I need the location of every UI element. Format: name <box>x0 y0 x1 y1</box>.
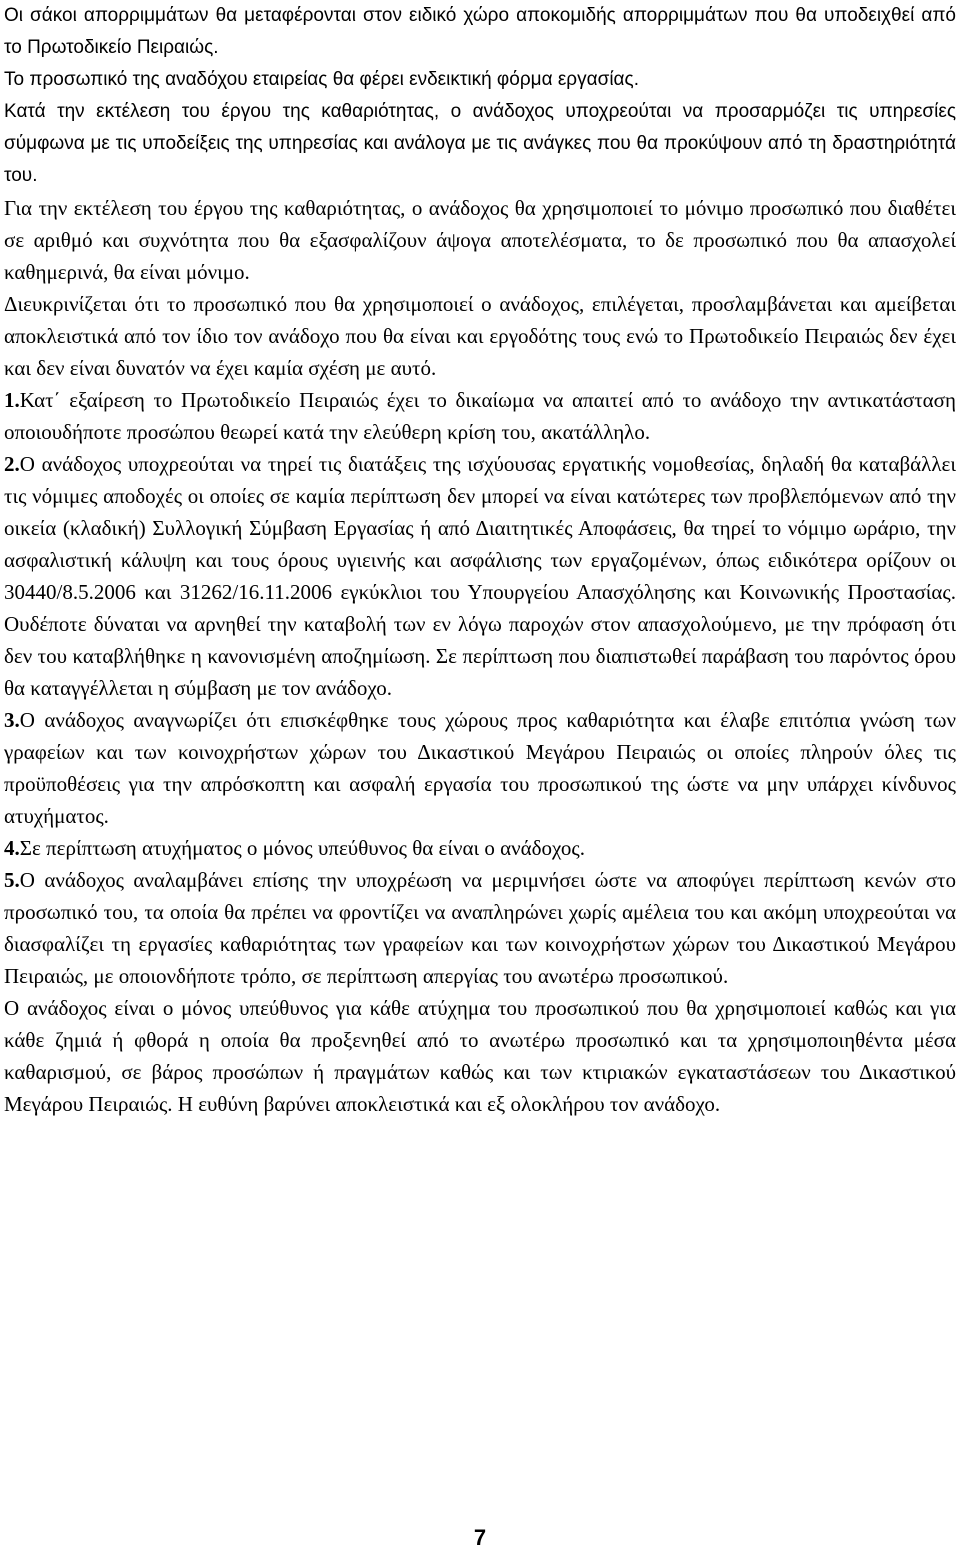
paragraph <box>4 64 956 96</box>
paragraph-number: 3. <box>4 708 20 732</box>
numbered-paragraph <box>4 832 956 864</box>
numbered-paragraph <box>4 448 956 704</box>
paragraph-text: Ο ανάδοχος υποχρεούται να τηρεί τις διατάξεις της ισχύουσας εργατικής νομοθεσίας, δηλαδή θα καταβάλλει τις νόμιμες αποδοχές οι οποίες σε καμία περίπτωση δεν μπορεί να είναι κατώτερες των προβλεπόμενων από την οικεία (κλαδική) Συλλογική Σύμβαση Εργασίας ή από Διαιτητικές Αποφάσεις, θα τηρεί το νόμιμο ωράριο, την ασφαλιστική κάλυψη και τους όρους υγιεινής και ασφάλισης των εργαζομένων, όπως ειδικότερα ορίζουν οι 30440/8.5.2006 και 31262/16.11.2006 εγκύκλιοι του Υπουργείου Απασχόλησης και Κοινωνικής Προστασίας. Ουδέποτε δύναται να αρνηθεί την καταβολή των εν λόγω παροχών στον απασχολούμενο, με την πρόφαση ότι δεν του καταβλήθηκε η κανονισμένη αποζημίωση. Σε περίπτωση που διαπιστωθεί παράβαση του παρόντος όρου θα καταγγέλλεται η σύμβαση με τον ανάδοχο. <box>4 452 956 700</box>
paragraph <box>4 0 956 64</box>
paragraph-text: Για την εκτέλεση του έργου της καθαριότητας, ο ανάδοχος θα χρησιμοποιεί το μόνιμο προσωπικό που διαθέτει σε αριθμό και συχνότητα που θα εξασφαλίζουν άψογα αποτελέσματα, το δε προσωπικό που θα απασχολεί καθημερινά, θα είναι μόνιμο. <box>4 196 956 284</box>
paragraph <box>4 96 956 192</box>
paragraph-text: Οι σάκοι απορριμμάτων θα μεταφέρονται στον ειδικό χώρο αποκομιδής απορριμμάτων που θα υποδειχθεί από το Πρωτοδικείο Πειραιώς. <box>4 5 956 58</box>
paragraph <box>4 192 956 288</box>
paragraph-text: Ο ανάδοχος είναι ο μόνος υπεύθυνος για κάθε ατύχημα του προσωπικού που θα χρησιμοποιεί καθώς και για κάθε ζημιά ή φθορά η οποία θα προξενηθεί από το ανωτέρω προσωπικό και τα χρησιμοποιηθέντα μέσα καθαρισμού, σε βάρος προσώπων ή πραγμάτων καθώς και των κτιριακών εγκαταστάσεων του Δικαστικού Μεγάρου Πειραιώς. Η ευθύνη βαρύνει αποκλειστικά και εξ ολοκλήρου τον ανάδοχο. <box>4 996 956 1116</box>
paragraph-text: Διευκρινίζεται ότι το προσωπικό που θα χρησιμοποιεί ο ανάδοχος, επιλέγεται, προσλαμβάνεται και αμείβεται αποκλειστικά από τον ίδιο τον ανάδοχο που θα είναι και εργοδότης τους ενώ το Πρωτοδικείο Πειραιώς δεν έχει και δεν είναι δυνατόν να έχει καμία σχέση με αυτό. <box>4 292 956 380</box>
paragraph-text: Σε περίπτωση ατυχήματος ο μόνος υπεύθυνος θα είναι ο ανάδοχος. <box>19 836 585 860</box>
paragraph-text: Κατ΄ εξαίρεση το Πρωτοδικείο Πειραιώς έχει το δικαίωμα να απαιτεί από το ανάδοχο την αντικατάσταση οποιουδήποτε προσώπου θεωρεί κατά την ελεύθερη κρίση του, ακατάλληλο. <box>4 388 956 444</box>
paragraph-number: 4. <box>4 836 20 860</box>
numbered-paragraph <box>4 864 956 992</box>
numbered-paragraph <box>4 704 956 832</box>
paragraph <box>4 288 956 384</box>
paragraph-number: 1. <box>4 388 20 412</box>
paragraph-number: 2. <box>4 452 20 476</box>
paragraph-text: Κατά την εκτέλεση του έργου της καθαριότητας, ο ανάδοχος υποχρεούται να προσαρμόζει τις υπηρεσίες σύμφωνα με τις υποδείξεις της υπηρεσίας και ανάλογα με τις ανάγκες που θα προκύψουν από τη δραστηριότητά του. <box>4 101 956 186</box>
paragraph <box>4 992 956 1120</box>
numbered-paragraph <box>4 384 956 448</box>
paragraph-number: 5. <box>4 868 20 892</box>
paragraph-text: Το προσωπικό της αναδόχου εταιρείας θα φέρει ενδεικτική φόρμα εργασίας. <box>4 69 639 90</box>
paragraph-text: Ο ανάδοχος αναγνωρίζει ότι επισκέφθηκε τους χώρους προς καθαριότητα και έλαβε επιτόπια γνώση των γραφείων και των κοινοχρήστων χώρων του Δικαστικού Μεγάρου Πειραιώς οι οποίες πληρούν όλες τις προϋποθέσεις για την απρόσκοπτη και ασφαλή εργασία του προσωπικού της ώστε να μην υπάρχει κίνδυνος ατυχήματος. <box>4 708 956 828</box>
paragraph-text: Ο ανάδοχος αναλαμβάνει επίσης την υποχρέωση να μεριμνήσει ώστε να αποφύγει περίπτωση κενών στο προσωπικό του, τα οποία θα πρέπει να φροντίζει να αναπληρώνει χωρίς αμέλεια του και ακόμη υποχρεούται να διασφαλίζει τη εργασίες καθαριότητας των γραφείων και των κοινοχρήστων χώρων του Δικαστικού Μεγάρου Πειραιώς, με οποιονδήποτε τρόπο, σε περίπτωση απεργίας του ανωτέρω προσωπικού. <box>4 868 956 988</box>
page-number: 7 <box>473 1525 487 1550</box>
